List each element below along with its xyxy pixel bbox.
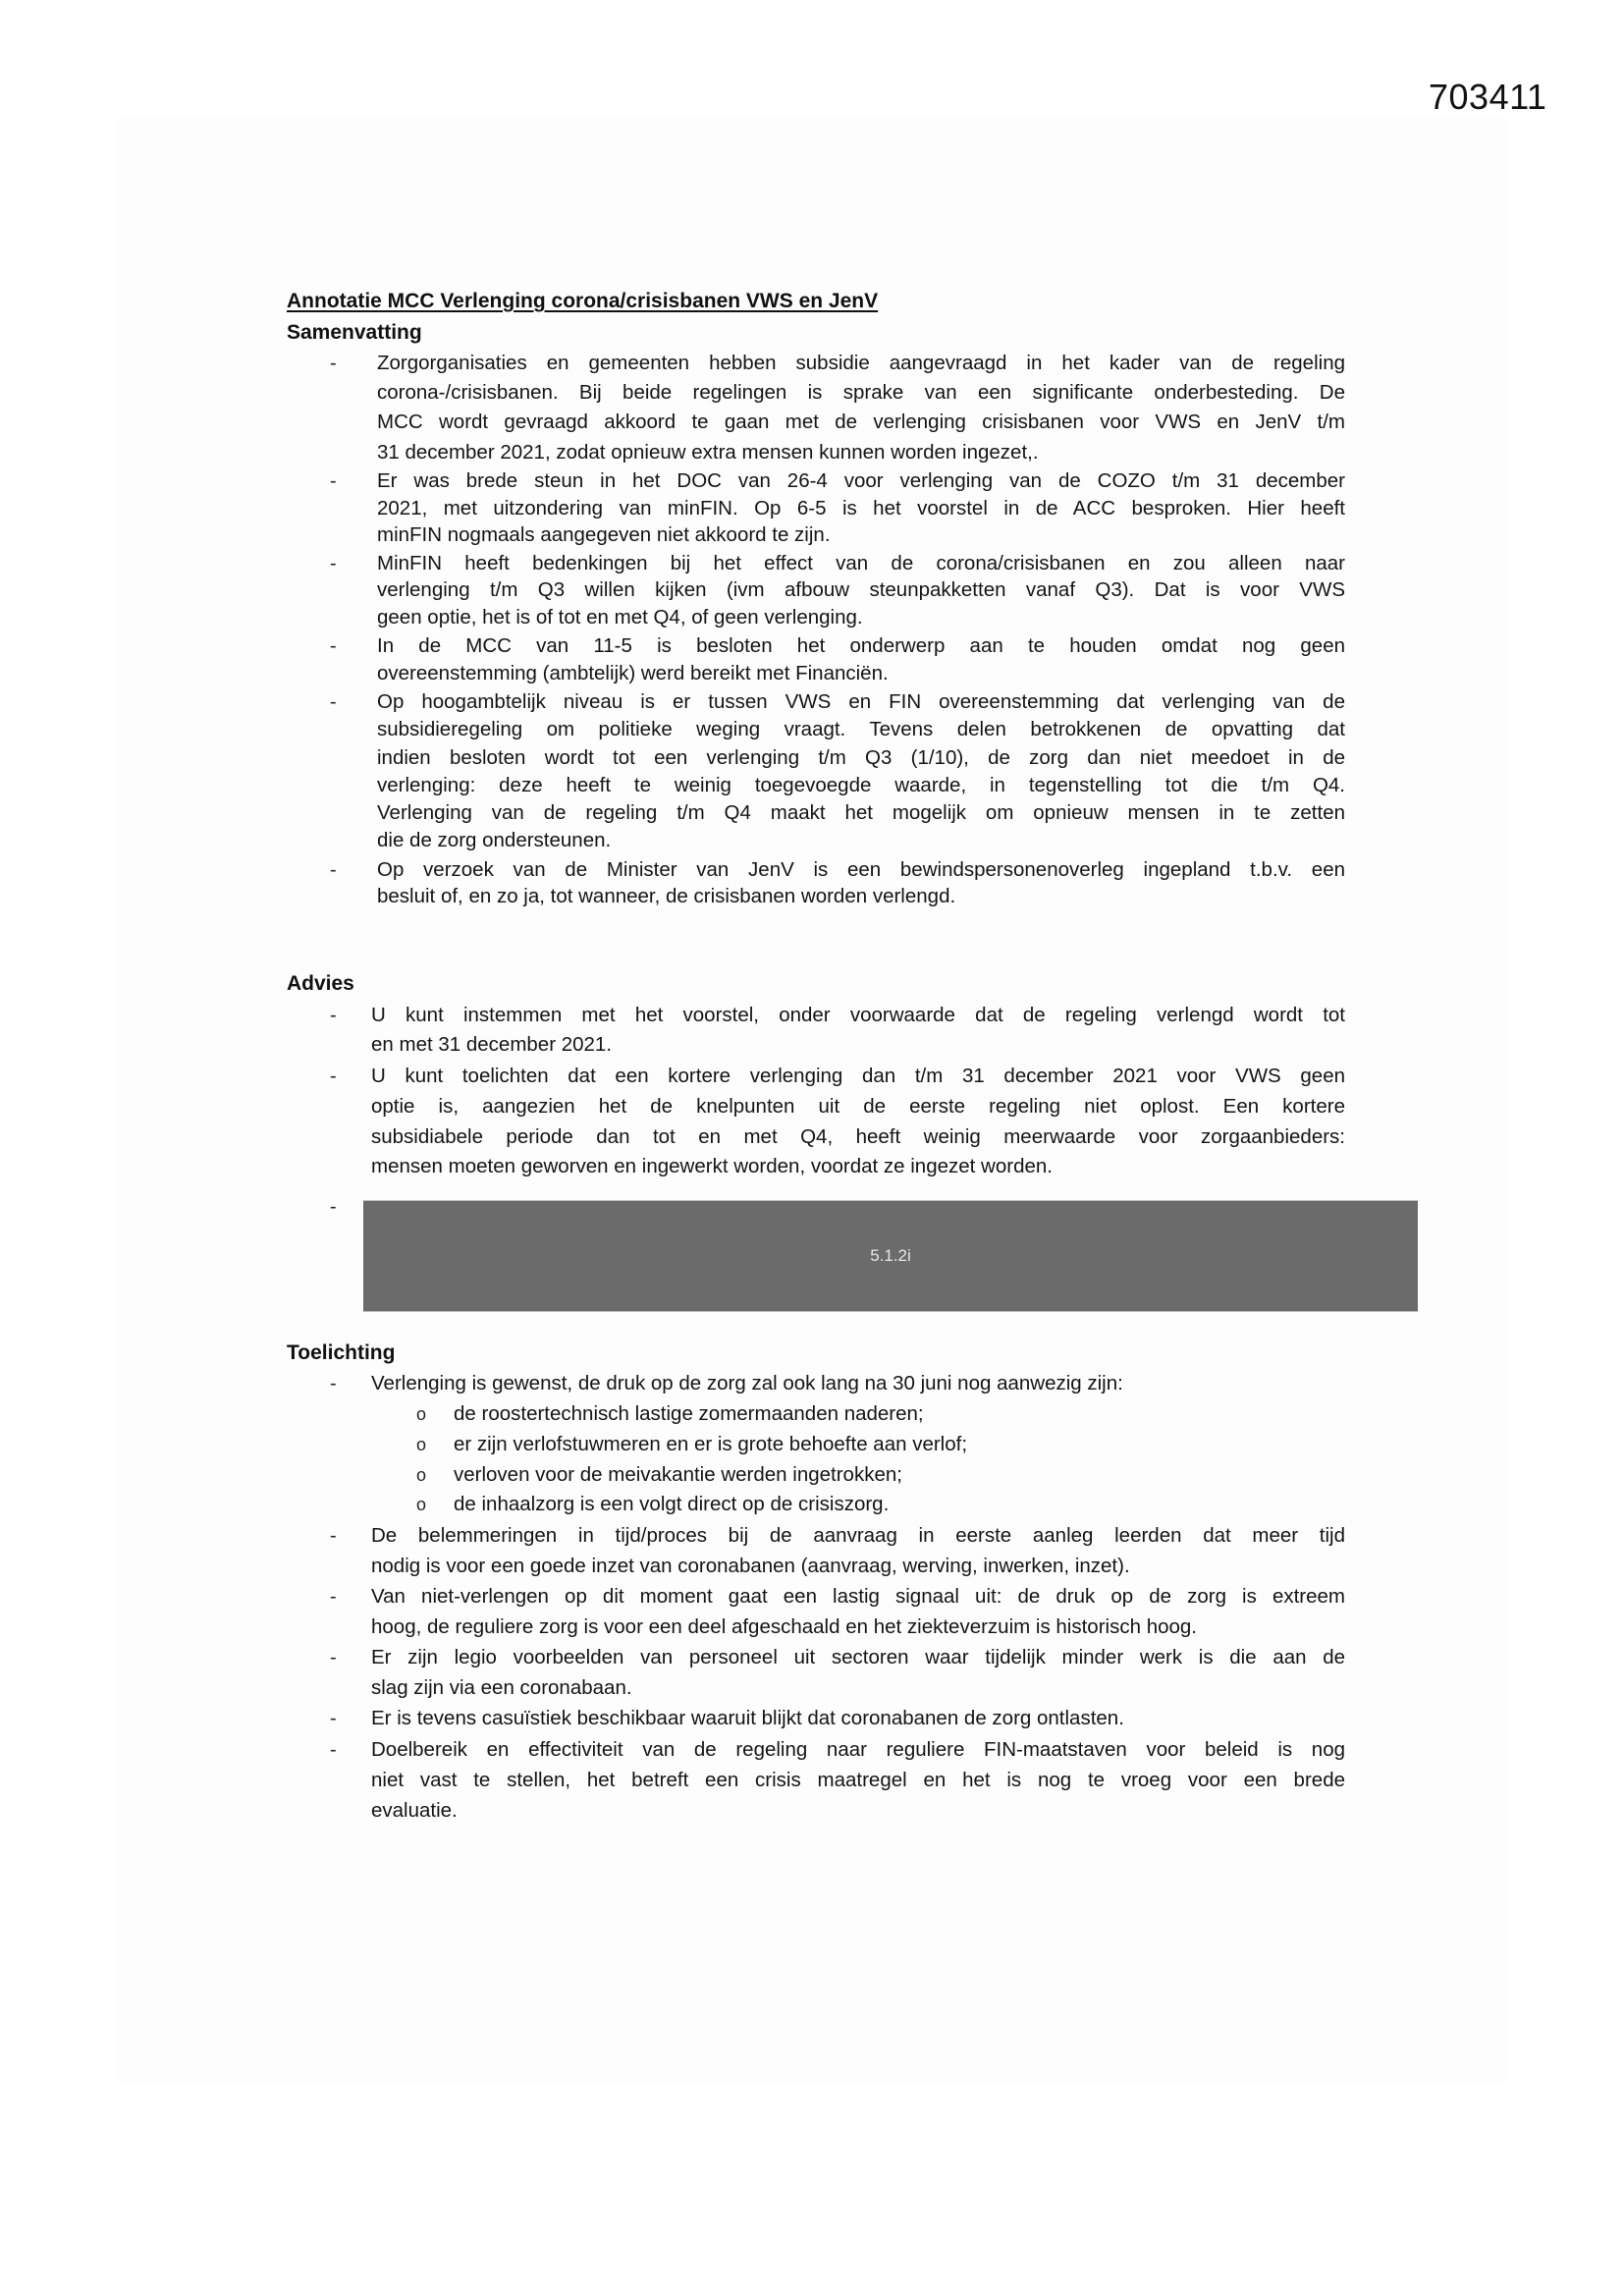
list-item-line: niet vast te stellen, het betreft een crisis maatregel en het is nog te vroeg voor een brede — [371, 1769, 1345, 1791]
list-item-line: 31 december 2021, zodat opnieuw extra mensen kunnen worden ingezet,. — [377, 441, 1039, 464]
circle-bullet: o — [416, 1435, 427, 1454]
dash-bullet: - — [330, 691, 337, 713]
sub-list-item: er zijn verlofstuwmeren en er is grote behoefte aan verlof; — [454, 1433, 968, 1455]
list-item-line: slag zijn via een coronabaan. — [371, 1676, 632, 1699]
list-item-line: verlenging: deze heeft te weinig toegevoegde waarde, in tegenstelling tot die t/m Q4. — [377, 774, 1345, 796]
list-item-line: 2021, met uitzondering van minFIN. Op 6-5 is het voorstel in de ACC besproken. Hier heeft — [377, 497, 1345, 519]
dash-bullet: - — [330, 553, 337, 574]
dash-bullet: - — [330, 1586, 337, 1608]
list-item-line: Op hoogambtelijk niveau is er tussen VWS en FIN overeenstemming dat verlenging van de — [377, 690, 1345, 713]
sub-list-item: de inhaalzorg is een volgt direct op de crisiszorg. — [454, 1493, 890, 1515]
list-item-line: In de MCC van 11-5 is besloten het onderwerp aan te houden omdat nog geen — [377, 634, 1345, 657]
list-item-line: overeenstemming (ambtelijk) werd bereikt met Financiën. — [377, 662, 889, 684]
dash-bullet: - — [330, 635, 337, 657]
dash-bullet: - — [330, 859, 337, 881]
sub-list-item: de roostertechnisch lastige zomermaanden naderen; — [454, 1402, 924, 1425]
list-item-line: evaluatie. — [371, 1799, 458, 1822]
section-heading-samenvatting: Samenvatting — [287, 321, 422, 344]
list-item-line: subsidiabele periode dan tot en met Q4, heeft weinig meerwaarde voor zorgaanbieders: — [371, 1125, 1345, 1148]
dash-bullet: - — [330, 1739, 337, 1761]
list-item-line: optie is, aangezien het de knelpunten uit de eerste regeling niet oplost. Een kortere — [371, 1095, 1345, 1118]
list-item-line: U kunt instemmen met het voorstel, onder voorwaarde dat de regeling verlengd wordt tot — [371, 1004, 1345, 1026]
list-item-line: Verlenging van de regeling t/m Q4 maakt het mogelijk om opnieuw mensen in te zetten — [377, 801, 1345, 824]
list-item-line: geen optie, het is of tot en met Q4, of geen verlenging. — [377, 606, 863, 629]
list-item-line: MCC wordt gevraagd akkoord te gaan met de verlenging crisisbanen voor VWS en JenV t/m — [377, 410, 1345, 433]
list-item-line: die de zorg ondersteunen. — [377, 829, 612, 851]
redaction-code: 5.1.2i — [870, 1246, 911, 1265]
list-item-line: Doelbereik en effectiviteit van de regeling naar reguliere FIN-maatstaven voor beleid is nog — [371, 1738, 1345, 1761]
list-item-line: subsidieregeling om politieke weging vraagt. Tevens delen betrokkenen de opvatting dat — [377, 718, 1345, 740]
section-heading-advies: Advies — [287, 972, 354, 995]
list-item-line: en met 31 december 2021. — [371, 1033, 613, 1056]
list-item-line: MinFIN heeft bedenkingen bij het effect van de corona/crisisbanen en zou alleen naar — [377, 552, 1345, 574]
list-item-line: De belemmeringen in tijd/proces bij de aanvraag in eerste aanleg leerden dat meer tijd — [371, 1524, 1345, 1547]
circle-bullet: o — [416, 1404, 427, 1424]
list-item-line: Er zijn legio voorbeelden van personeel uit sectoren waar tijdelijk minder werk is die aan de — [371, 1646, 1345, 1668]
dash-bullet: - — [330, 353, 337, 374]
dash-bullet: - — [330, 1066, 337, 1087]
list-item-line: indien besloten wordt tot een verlenging t/m Q3 (1/10), de zorg dan niet meedoet in de — [377, 746, 1345, 769]
section-heading-toelichting: Toelichting — [287, 1341, 396, 1364]
list-item-line: Er was brede steun in het DOC van 26-4 voor verlenging van de COZO t/m 31 december — [377, 469, 1345, 492]
dash-bullet: - — [330, 1708, 337, 1729]
list-item-line: besluit of, en zo ja, tot wanneer, de crisisbanen worden verlengd. — [377, 885, 956, 907]
list-item-line: mensen moeten geworven en ingewerkt worden, voordat ze ingezet worden. — [371, 1155, 1053, 1177]
sub-list-item: verloven voor de meivakantie werden ingetrokken; — [454, 1463, 902, 1486]
circle-bullet: o — [416, 1495, 427, 1514]
document-title: Annotatie MCC Verlenging corona/crisisbanen VWS en JenV — [287, 290, 879, 312]
list-item-line: Van niet-verlengen op dit moment gaat een lastig signaal uit: de druk op de zorg is extreem — [371, 1585, 1345, 1608]
dash-bullet: - — [330, 1196, 337, 1218]
list-item-line: U kunt toelichten dat een kortere verlenging dan t/m 31 december 2021 voor VWS geen — [371, 1065, 1345, 1087]
dash-bullet: - — [330, 1647, 337, 1668]
list-item-line: corona-/crisisbanen. Bij beide regelingen is sprake van een significante onderbesteding. De — [377, 381, 1345, 404]
document-number: 703411 — [1429, 77, 1547, 117]
list-item-line: nodig is voor een goede inzet van coronabanen (aanvraag, werving, inwerken, inzet). — [371, 1555, 1130, 1577]
list-item-line: Op verzoek van de Minister van JenV is een bewindspersonenoverleg ingepland t.b.v. een — [377, 858, 1345, 881]
list-item-line: Er is tevens casuïstiek beschikbaar waaruit blijkt dat coronabanen de zorg ontlasten. — [371, 1707, 1124, 1729]
list-item-line: Zorgorganisaties en gemeenten hebben subsidie aangevraagd in het kader van de regeling — [377, 352, 1345, 374]
dash-bullet: - — [330, 1373, 337, 1394]
dash-bullet: - — [330, 1525, 337, 1547]
redaction-block — [363, 1200, 1418, 1312]
dash-bullet: - — [330, 1005, 337, 1026]
list-item-line: hoog, de reguliere zorg is voor een deel afgeschaald en het ziekteverzuim is historisch hoog. — [371, 1615, 1197, 1638]
list-item-line: verlenging t/m Q3 willen kijken (ivm afbouw steunpakketten vanaf Q3). Dat is voor VWS — [377, 578, 1345, 601]
circle-bullet: o — [416, 1465, 427, 1485]
list-item-line: minFIN nogmaals aangegeven niet akkoord te zijn. — [377, 523, 831, 546]
dash-bullet: - — [330, 470, 337, 492]
list-item-line: Verlenging is gewenst, de druk op de zorg zal ook lang na 30 juni nog aanwezig zijn: — [371, 1372, 1123, 1394]
